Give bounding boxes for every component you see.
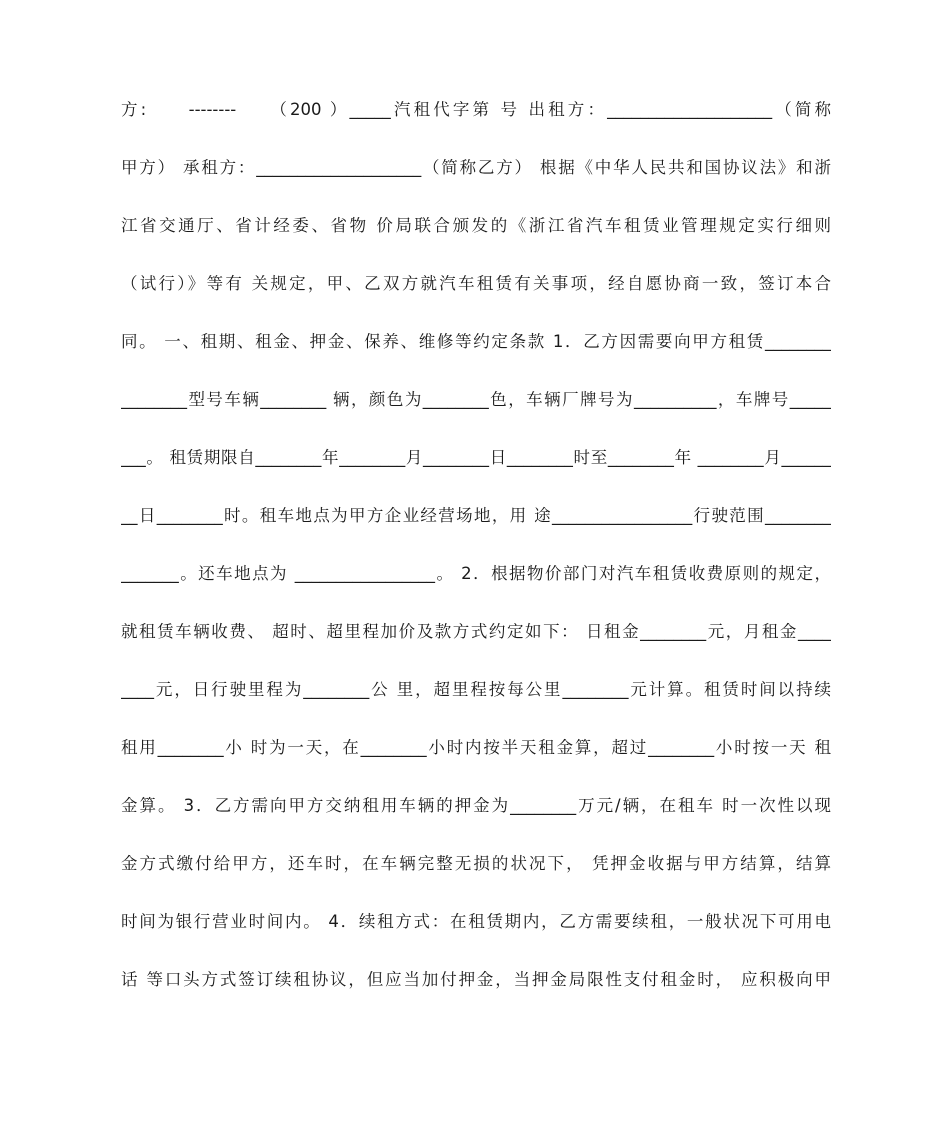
text-line: 金算。 3．乙方需向甲方交纳租用车辆的押金为________万元/辆，在租车 时一次性以现 — [121, 796, 831, 815]
text-line: ____元，日行驶里程为________公 里，超里程按每公里________元计算。租赁时间以持续 — [121, 680, 831, 699]
contract-body-text — [121, 92, 831, 1020]
text-line: 甲方） 承租方：____________________（简称乙方） 根据《中华人民共和国协议法》和浙 — [121, 158, 831, 177]
text-line: 同。 一、租期、租金、押金、保养、维修等约定条款 1．乙方因需要向甲方租赁________ — [121, 332, 831, 351]
text-line: ________型号车辆________ 辆，颜色为________色，车辆厂牌号为__________，车牌号_____ — [121, 390, 831, 409]
text-line: （试行）》等有 关规定，甲、乙双方就汽车租赁有关事项，经自愿协商一致，签订本合 — [121, 274, 831, 293]
text-line: 就租赁车辆收费、 超时、超里程加价及款方式约定如下： 日租金________元，月租金____ — [121, 622, 831, 641]
text-line: 话 等口头方式签订续租协议，但应当加付押金，当押金局限性支付租金时， 应积极向甲 — [121, 970, 831, 989]
text-line: ___。 租赁期限自________年________月________日________时至________年 ________月______ — [121, 448, 831, 467]
text-line: _______。还车地点为 _________________。 2．根据物价部门对汽车租赁收费原则的规定， — [121, 564, 831, 583]
text-line: 时间为银行营业时间内。 4．续租方式：在租赁期内，乙方需要续租，一般状况下可用电 — [121, 912, 831, 931]
text-line: __日________时。租车地点为甲方企业经营场地，用 途_________________行驶范围________ — [121, 506, 831, 525]
text-line: 江省交通厅、省计经委、省物 价局联合颁发的《浙江省汽车租赁业管理规定实行细则 — [121, 216, 831, 235]
text-line: 方: -------- （200 ）_____汽租代字第 号 出租方：____________________（简称 — [121, 100, 831, 119]
text-line: 金方式缴付给甲方，还车时，在车辆完整无损的状况下， 凭押金收据与甲方结算，结算 — [121, 854, 831, 873]
text-line: 租用________小 时为一天，在________小时内按半天租金算，超过________小时按一天 租 — [121, 738, 831, 757]
